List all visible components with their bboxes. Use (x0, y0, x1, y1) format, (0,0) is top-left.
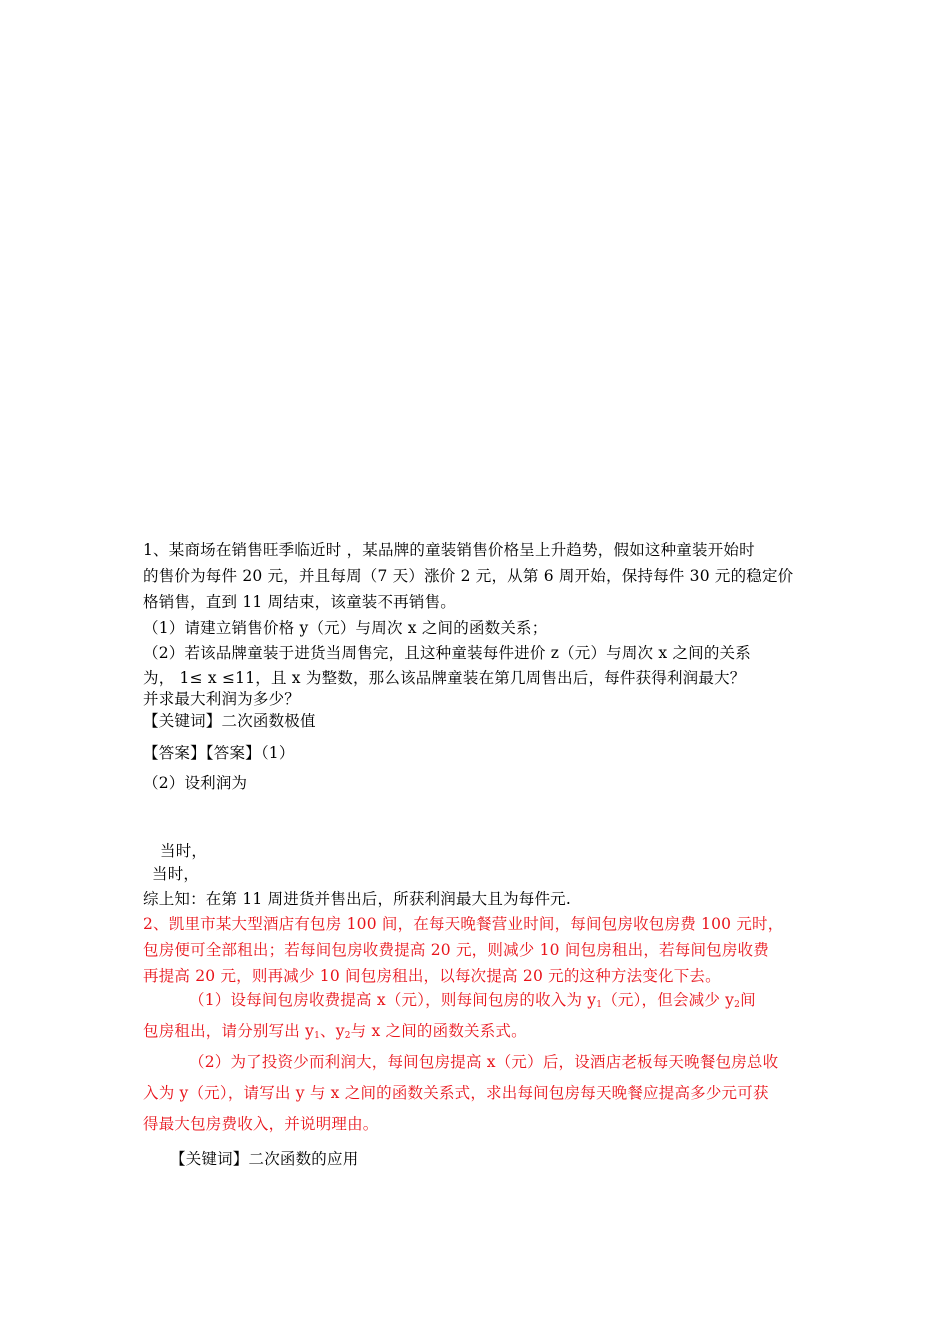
problem2-q1-text-d: 包房租出，请分别写出 y (143, 1022, 315, 1040)
problem2-q1-text-b: （元），但会减少 y (602, 991, 735, 1009)
problem1-answer: 【答案】【答案】（1） (143, 744, 295, 762)
problem2-q1-text-c: 间 (740, 991, 756, 1009)
problem1-line-6: 为， 1≤ x ≤11，且 x 为整数，那么该品牌童装在第几周售出后，每件获得利润最大？ (143, 669, 746, 687)
problem1-line-2: 的售价为每件 20 元，并且每周（7 天）涨价 2 元，从第 6 周开始，保持每件 30 元的稳定价 (143, 567, 794, 585)
problem2-q1-text-f: 与 x 之间的函数关系式。 (350, 1022, 527, 1040)
subscript-2: 2 (344, 1031, 351, 1041)
problem2-keyword: 【关键词】二次函数的应用 (170, 1150, 359, 1168)
problem2-line-2: 包房便可全部租出；若每间包房收费提高 20 元，则减少 10 间包房租出，若每间包房收费 (143, 941, 769, 959)
problem1-line-1: 1、某商场在销售旺季临近时 ，某品牌的童装销售价格呈上升趋势，假如这种童装开始时 (143, 541, 755, 559)
problem2-q2-line-2: 入为 y（元），请写出 y 与 x 之间的函数关系式，求出每间包房每天晚餐应提高多少元可获 (143, 1084, 769, 1102)
problem2-q2-line-3: 得最大包房费收入，并说明理由。 (143, 1115, 379, 1133)
problem2-q2-line-1: （2）为了投资少而利润大，每间包房提高 x（元）后，设酒店老板每天晚餐包房总收 (189, 1053, 779, 1071)
problem1-part2: （2）设利润为 (143, 774, 248, 792)
problem2-line-3: 再提高 20 元，则再减少 10 间包房租出，以每次提高 20 元的这种方法变化下去。 (143, 967, 721, 985)
problem2-line-1: 2、凯里市某大型酒店有包房 100 间，在每天晚餐营业时间，每间包房收包房费 100 元时， (143, 915, 784, 933)
problem1-line-7: 并求最大利润为多少？ (143, 690, 301, 708)
problem2-q1-line-2 (143, 1021, 527, 1041)
subscript-1: 1 (314, 1031, 321, 1041)
problem2-q1-text-a: （1）设每间包房收费提高 x（元），则每间包房的收入为 y (189, 991, 597, 1009)
problem1-keyword: 【关键词】二次函数极值 (143, 712, 316, 730)
problem1-line-3: 格销售，直到 11 周结束，该童装不再销售。 (143, 593, 456, 611)
problem1-line-4: （1）请建立销售价格 y（元）与周次 x 之间的函数关系； (143, 619, 548, 637)
problem1-when-2: 当时， (152, 865, 200, 883)
problem1-line-5: （2）若该品牌童装于进货当周售完，且这种童装每件进价 z（元）与周次 x 之间的关系 (143, 644, 751, 662)
problem2-q1-line-1 (189, 990, 756, 1010)
problem2-q1-text-e: 、y (320, 1022, 345, 1040)
problem1-conclusion: 综上知：在第 11 周进货并售出后，所获利润最大且为每件元. (143, 890, 572, 908)
subscript-2: 2 (734, 1000, 741, 1010)
problem1-when-1: 当时， (160, 842, 208, 860)
subscript-1: 1 (596, 1000, 603, 1010)
